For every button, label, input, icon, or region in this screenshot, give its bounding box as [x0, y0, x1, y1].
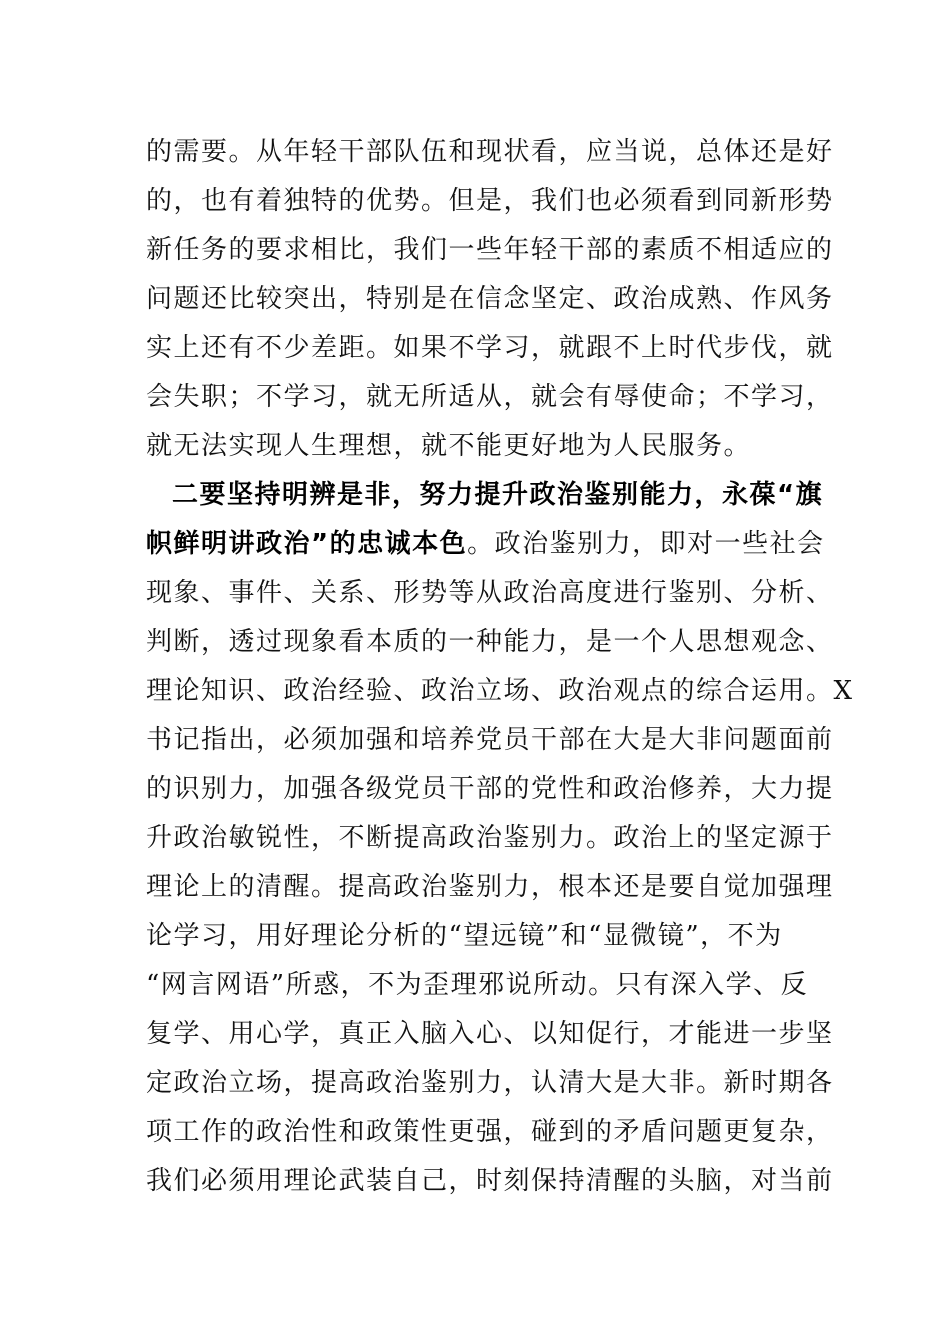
- paragraph-2-line: 书记指出，必须加强和培养党员干部在大是大非问题面前: [146, 725, 834, 755]
- paragraph-2-heading-line: 二要坚持明辨是非，努力提升政治鉴别能力，永葆“旗: [172, 480, 824, 510]
- paragraph-1-line: 就无法实现人生理想，就不能更好地为人民服务。: [146, 431, 752, 461]
- paragraph-1-line: 问题还比较突出，特别是在信念坚定、政治成熟、作风务: [146, 284, 834, 314]
- paragraph-2-heading-rest: 。政治鉴别力，即对一些社会: [467, 529, 825, 559]
- paragraph-2-line: 的识别力，加强各级党员干部的党性和政治修养，大力提: [146, 774, 834, 804]
- paragraph-2-line: 理论知识、政治经验、政治立场、政治观点的综合运用。X: [146, 676, 854, 706]
- paragraph-2-line: 我们必须用理论武装自己，时刻保持清醒的头脑，对当前: [146, 1166, 834, 1196]
- paragraph-1-line: 实上还有不少差距。如果不学习，就跟不上时代步伐，就: [146, 333, 834, 363]
- paragraph-2-line: 论学习，用好理论分析的“望远镜”和“显微镜”，不为: [146, 921, 783, 951]
- paragraph-2-line: 复学、用心学，真正入脑入心、以知促行，才能进一步坚: [146, 1019, 834, 1049]
- paragraph-2-heading-bold: 帜鲜明讲政治”的忠诚本色: [146, 529, 468, 559]
- paragraph-2-line: 定政治立场，提高政治鉴别力，认清大是大非。新时期各: [146, 1068, 834, 1098]
- paragraph-1-line: 新任务的要求相比，我们一些年轻干部的素质不相适应的: [146, 235, 834, 265]
- paragraph-1-line: 的需要。从年轻干部队伍和现状看，应当说，总体还是好: [146, 137, 834, 167]
- paragraph-2-line: “网言网语”所惑，不为歪理邪说所动。只有深入学、反: [146, 970, 809, 1000]
- paragraph-2-line: 项工作的政治性和政策性更强，碰到的矛盾问题更复杂，: [146, 1117, 834, 1147]
- paragraph-2-line: 判断，透过现象看本质的一种能力，是一个人思想观念、: [146, 627, 834, 657]
- paragraph-2-line: 理论上的清醒。提高政治鉴别力，根本还是要自觉加强理: [146, 872, 834, 902]
- paragraph-1-line: 的，也有着独特的优势。但是，我们也必须看到同新形势: [146, 186, 834, 216]
- paragraph-2-heading-line-2: [146, 529, 825, 559]
- paragraph-2-line: 现象、事件、关系、形势等从政治高度进行鉴别、分析、: [146, 578, 834, 608]
- paragraph-1-line: 会失职；不学习，就无所适从，就会有辱使命；不学习，: [146, 382, 834, 412]
- paragraph-2-line: 升政治敏锐性，不断提高政治鉴别力。政治上的坚定源于: [146, 823, 834, 853]
